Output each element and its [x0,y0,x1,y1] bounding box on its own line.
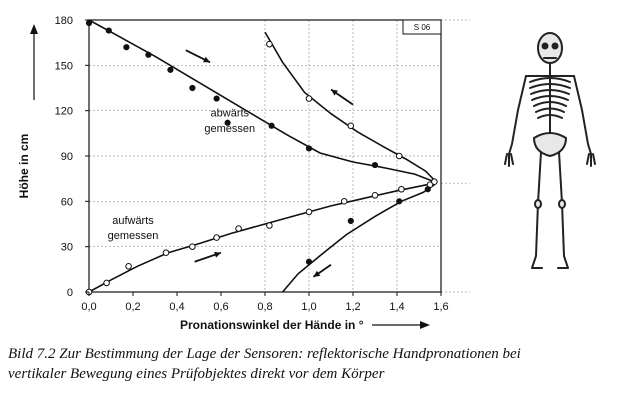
data-point-s0-2 [124,45,129,50]
y-tick-label-5: 150 [54,60,73,73]
tick-labels [30,15,449,329]
data-point-s0-1 [106,28,111,33]
y-axis-arrowhead [30,24,38,34]
curve-3 [265,32,434,180]
data-point-s0-9 [306,146,311,151]
data-point-s0-10 [372,162,377,167]
gridlines [89,20,470,292]
y-tick-label-2: 60 [60,196,73,209]
data-point-s1-10 [372,192,378,198]
x-tick-label-5: 1,0 [301,301,317,313]
x-tick-label-4: 0,8 [257,301,273,313]
chart-code-label: S 06 [413,23,431,32]
annotation-0: abwärts [210,107,250,120]
data-point-s0-8 [269,123,274,128]
data-point-s1-9 [341,199,347,205]
data-point-s2-3 [396,153,402,159]
curve-4 [283,185,435,292]
caption-line-2: vertikaler Bewegung eines Prüfobjektes direkt vor dem Körper [8,366,385,382]
curve-1 [89,20,434,182]
caption-line-1: Bild 7.2 Zur Bestimmung der Lage der Sensoren: reflektorische Handpronationen bei [8,346,521,362]
annotation-2: aufwärts [112,215,154,227]
x-tick-label-2: 0,4 [169,301,185,313]
data-point-s3-2 [397,199,402,204]
data-point-s1-11 [399,186,405,192]
x-tick-label-7: 1,4 [389,301,405,313]
annotation-1: gemessen [204,122,256,135]
data-point-s3-3 [425,187,430,192]
data-point-s3-0 [306,259,311,264]
direction-arrows [186,50,353,277]
data-point-s1-8 [306,209,312,215]
data-point-s0-3 [146,52,151,57]
x-tick-label-1: 0,2 [125,301,141,313]
data-point-s2-4 [432,179,438,185]
x-tick-label-8: 1,6 [433,301,449,313]
x-axis-label: Pronationswinkel der Hände in ° [180,318,364,332]
data-point-s1-4 [190,244,196,250]
data-point-s1-1 [104,280,110,286]
x-axis-arrowhead [420,321,430,329]
x-tick-label-3: 0,6 [213,301,229,313]
figure-caption [8,344,632,384]
human-skeleton-icon [470,28,630,288]
data-point-s1-7 [267,223,273,229]
data-point-s2-2 [348,123,354,129]
data-point-s2-1 [306,96,312,102]
data-point-s1-3 [163,250,169,256]
data-point-s1-5 [214,235,220,241]
data-point-s0-0 [86,20,91,25]
x-tick-label-6: 1,2 [345,301,361,313]
annotations [108,108,256,242]
y-tick-label-1: 30 [60,241,73,254]
y-tick-label-0: 0 [66,287,73,299]
y-tick-label-4: 120 [54,105,73,118]
x-tick-label-0: 0,0 [81,301,97,313]
y-axis-label: Höhe in cm [17,133,31,199]
data-points [86,20,437,294]
data-point-s1-2 [126,264,132,270]
data-point-s0-6 [214,96,219,101]
data-point-s1-6 [236,226,242,232]
arrow-up-left-head [214,252,221,258]
y-tick-label-6: 180 [54,15,73,27]
data-point-s3-1 [348,218,353,223]
data-point-s2-0 [267,41,273,47]
annotation-3: gemessen [107,230,159,243]
data-point-s0-4 [168,67,173,72]
data-point-s0-5 [190,85,195,90]
y-tick-label-3: 90 [60,151,73,163]
